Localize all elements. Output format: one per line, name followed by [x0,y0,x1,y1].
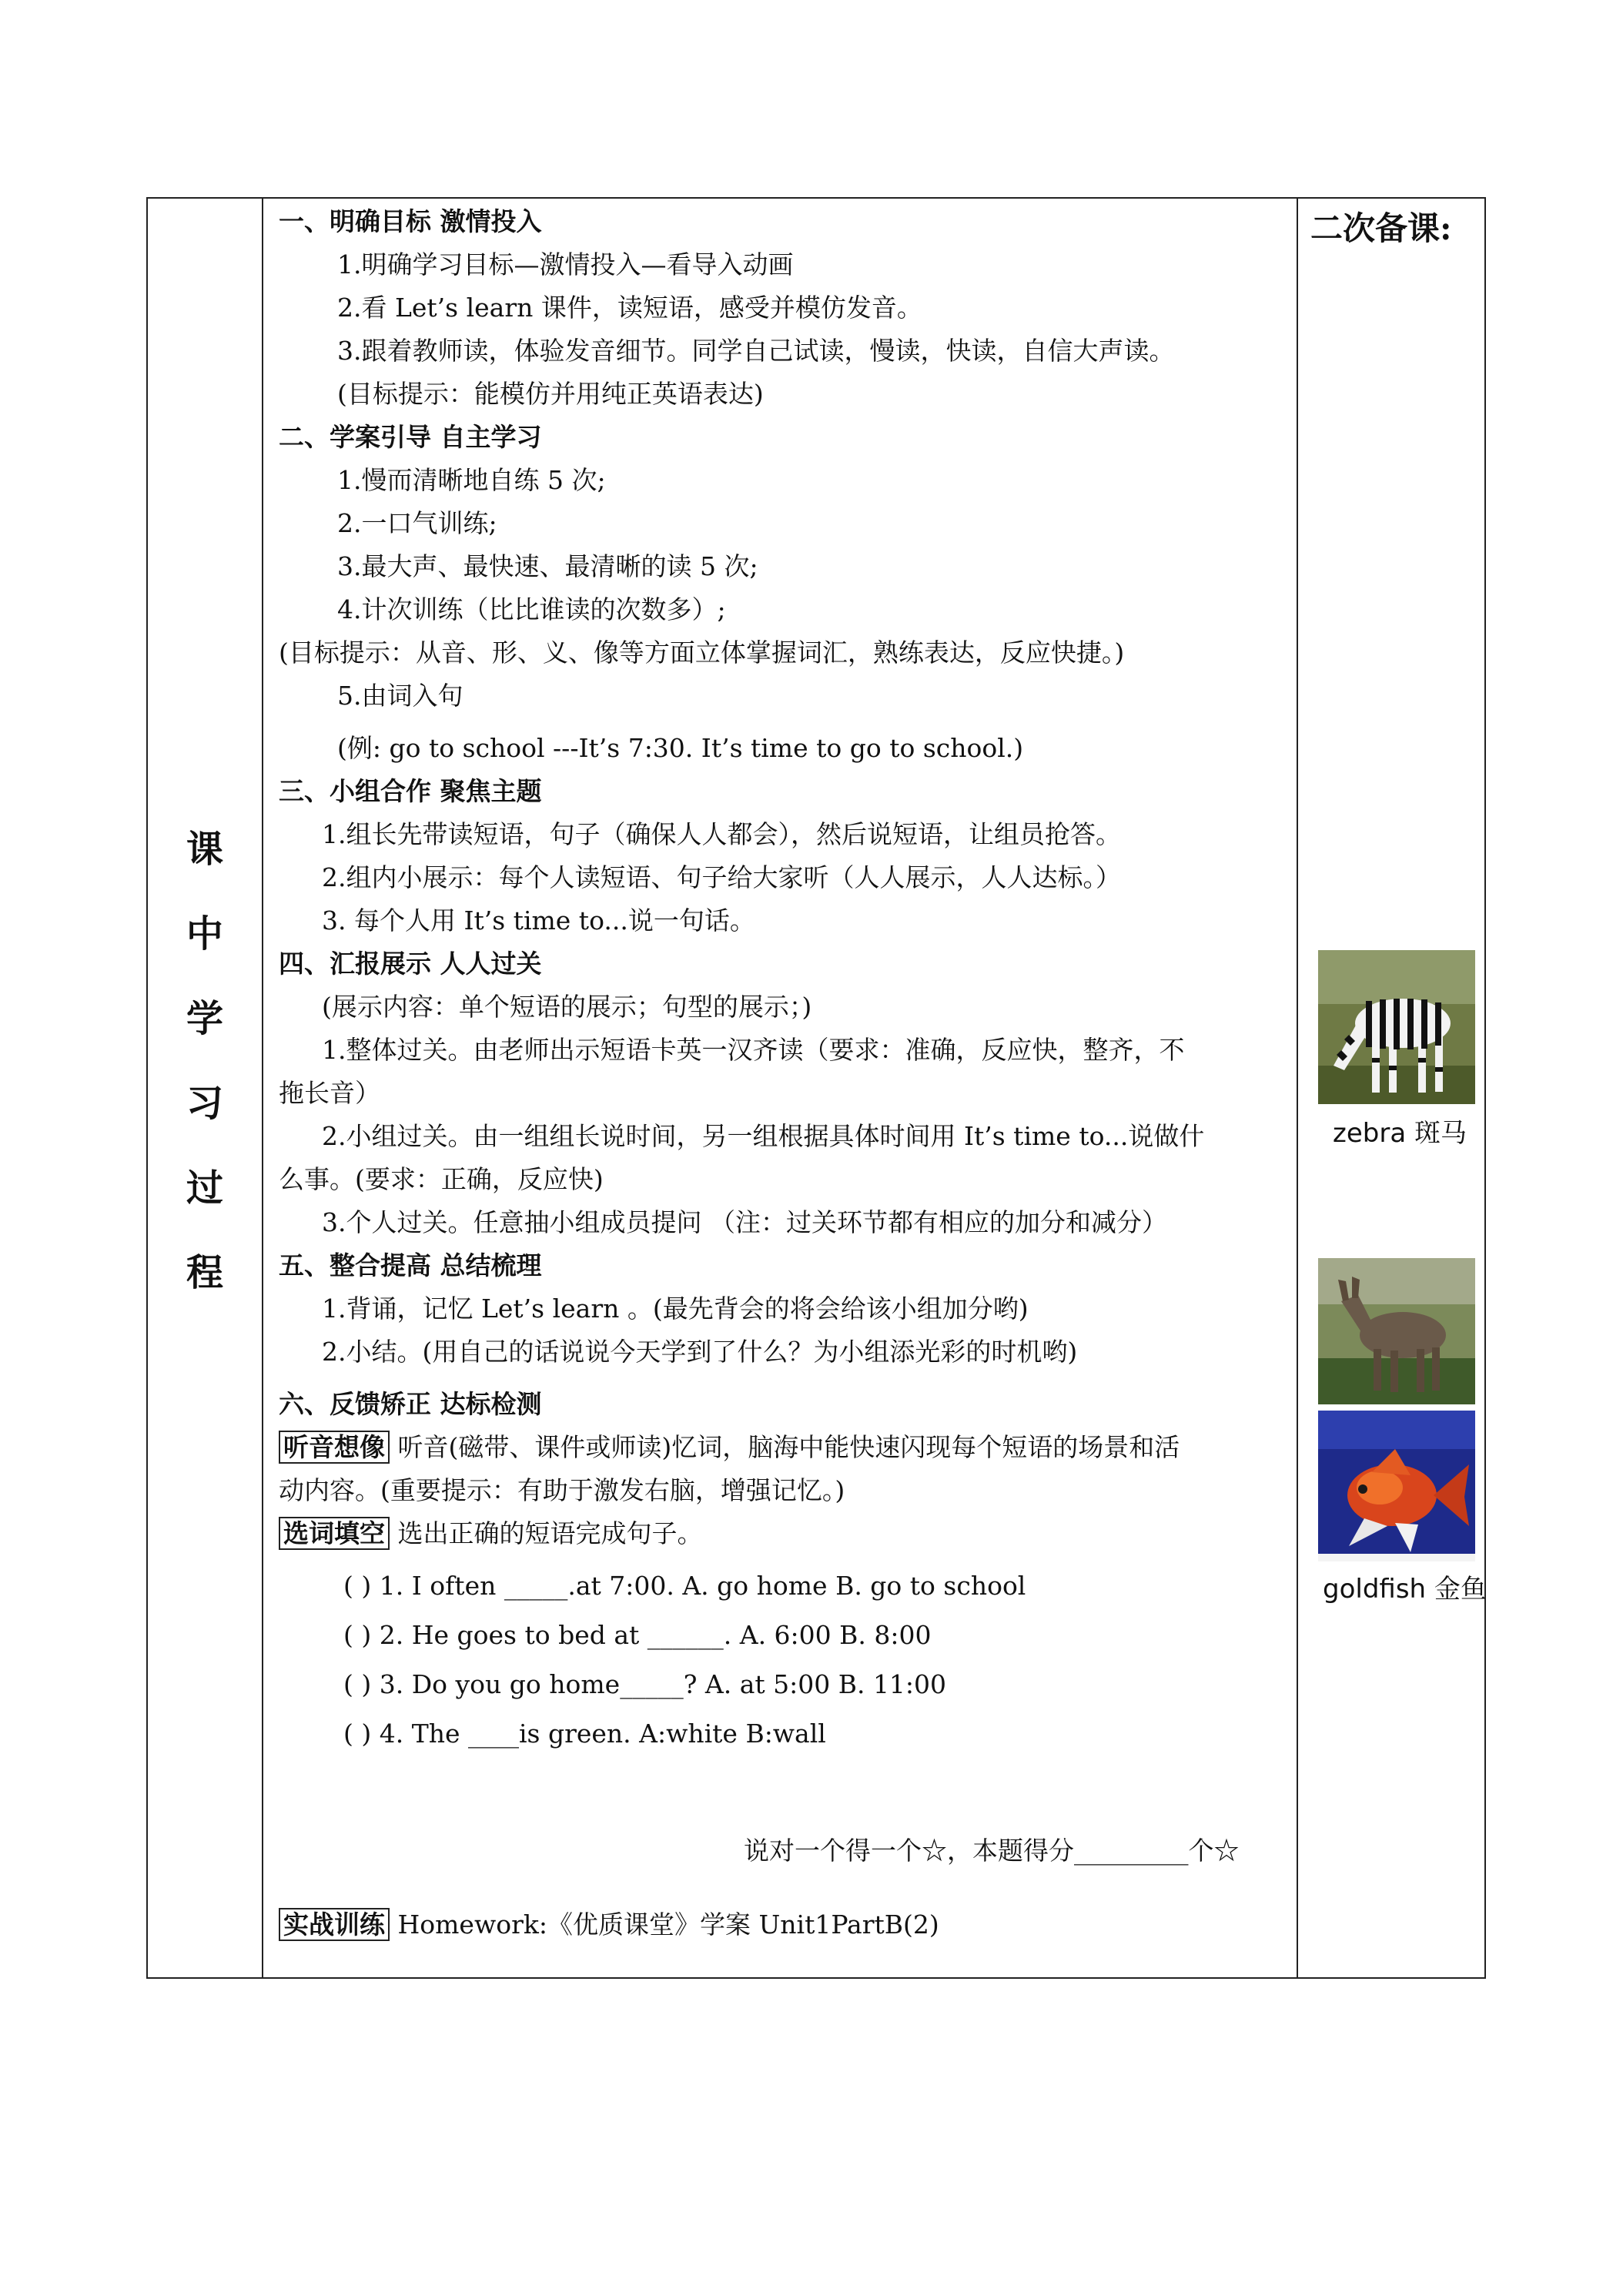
question-line: ( ) 4. The ____is green. A:white B:wall [343,1719,826,1749]
listen-box-label: 听音想像 [279,1431,390,1464]
section-heading: 一、明确目标 激情投入 [279,206,542,236]
content-line: 3.跟着教师读，体验发音细节。同学自己试读，慢读，快读，自信大声读。 [337,336,1175,366]
content-line: 2.小结。(用自己的话说说今天学到了什么？为小组添光彩的时机哟) [322,1337,1078,1367]
content-line: (展示内容：单个短语的展示；句型的展示；) [322,992,812,1022]
content-line: 4.计次训练（比比谁读的次数多）; [337,594,726,624]
content-line: 1.背诵，记忆 Let’s learn 。(最先背会的将会给该小组加分哟) [322,1294,1029,1324]
listen-text: 听音(磁带、课件或师读)忆词，脑海中能快速闪现每个短语的场景和活 [390,1432,1180,1462]
zebra-image [1318,950,1475,1104]
content-line: 5.由词入句 [337,681,463,711]
content-line: 2.一口气训练; [337,508,497,538]
content-line: (例: go to school ---It’s 7:30. It’s time to go to school.) [337,733,1024,763]
content-line: 2.看 Let’s learn 课件，读短语，感受并模仿发音。 [337,293,922,323]
title-char: 过 [186,1166,223,1210]
section-heading: 四、汇报展示 人人过关 [279,949,542,979]
practice-text: Homework:《优质课堂》学案 Unit1PartB(2) [390,1909,939,1940]
left-column-title [148,807,262,1315]
lesson-table [146,197,1486,1979]
title-char: 习 [186,1082,223,1125]
content-line: 1.慢而清晰地自练 5 次; [337,465,606,495]
content-line: 么事。(要求：正确，反应快) [279,1164,604,1194]
fill-line [279,1518,703,1549]
question-line: ( ) 3. Do you go home_____? A. at 5:00 B. 11:00 [343,1669,947,1699]
section-heading: 三、小组合作 聚焦主题 [279,776,542,806]
fill-text: 选出正确的短语完成句子。 [390,1518,703,1548]
second-prep-title: 二次备课: [1310,209,1452,247]
question-line: ( ) 1. I often _____.at 7:00. A. go home B. go to school [343,1571,1026,1601]
fill-box-label: 选词填空 [279,1517,390,1550]
content-line: 2.小组过关。由一组组长说时间，另一组根据具体时间用 It’s time to...说做什 [322,1121,1205,1151]
content-line: 动内容。(重要提示：有助于激发右脑，增强记忆。) [279,1475,845,1505]
content-line: 3.个人过关。任意抽小组成员提问 （注：过关环节都有相应的加分和减分） [322,1207,1167,1237]
question-line: ( ) 2. He goes to bed at ______. A. 6:00 B. 8:00 [343,1620,932,1650]
score-line: 说对一个得一个☆，本题得分_________个☆ [744,1836,1240,1866]
title-char: 程 [186,1251,223,1294]
content-line: 1.组长先带读短语，句子（确保人人都会），然后说短语，让组员抢答。 [322,819,1121,849]
section-heading: 二、学案引导 自主学习 [279,422,542,452]
donkey-image [1318,1258,1475,1404]
practice-box-label: 实战训练 [279,1908,390,1941]
goldfish-image [1318,1411,1475,1561]
content-line: (目标提示：从音、形、义、像等方面立体掌握词汇，熟练表达，反应快捷。) [279,638,1125,668]
content-line: 3. 每个人用 It’s time to...说一句话。 [322,905,755,935]
content-line: 1.明确学习目标—激情投入—看导入动画 [337,249,794,279]
title-char: 课 [186,828,223,871]
goldfish-caption: goldfish 金鱼 [1323,1574,1487,1605]
content-line: (目标提示：能模仿并用纯正英语表达) [337,379,764,409]
column-divider [1297,199,1298,1977]
section-heading: 五、整合提高 总结梳理 [279,1250,542,1280]
practice-line [279,1909,939,1940]
listen-line [279,1432,1180,1463]
title-char: 学 [186,997,223,1040]
section-heading: 六、反馈矫正 达标检测 [279,1389,542,1419]
content-line: 拖长音） [279,1078,380,1108]
content-line: 3.最大声、最快速、最清晰的读 5 次; [337,551,758,581]
column-divider [262,199,263,1977]
content-line: 2.组内小展示：每个人读短语、句子给大家听（人人展示，人人达标。） [322,862,1121,892]
zebra-caption: zebra 斑马 [1333,1118,1467,1149]
title-char: 中 [186,912,223,956]
content-line: 1.整体过关。由老师出示短语卡英一汉齐读（要求：准确，反应快，整齐，不 [322,1035,1185,1065]
